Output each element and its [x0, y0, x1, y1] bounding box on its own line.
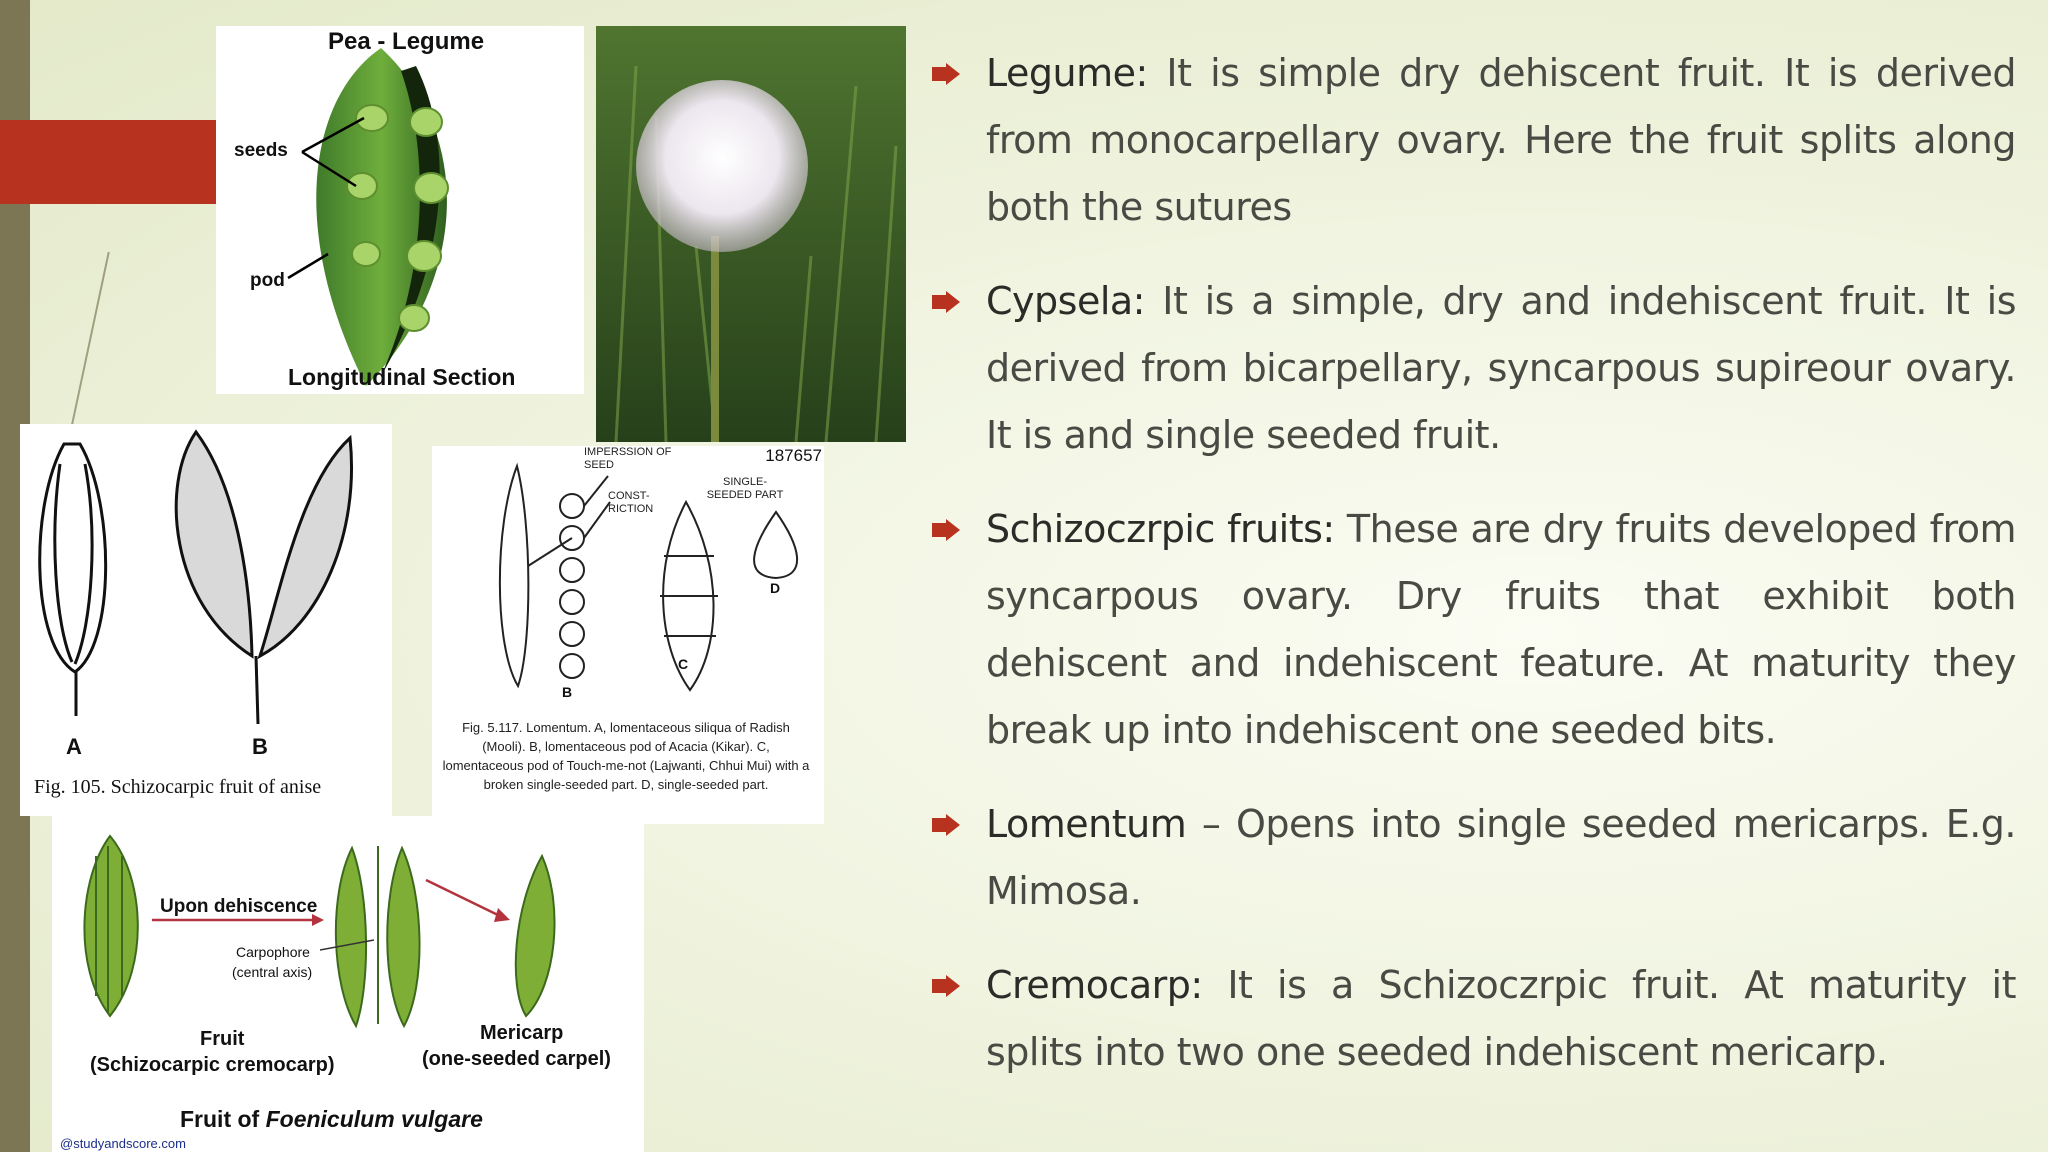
fennel-fruit-sub-label: (Schizocarpic cremocarp)	[90, 1054, 335, 1076]
pea-pod-illustration	[216, 26, 584, 394]
pea-title: Pea - Legume	[328, 28, 485, 55]
lomentum-single-label: SINGLE-SEEDED PART	[706, 476, 784, 501]
bullet-lomentum	[928, 791, 2016, 925]
bullet-text: It is a Schizoczrpic fruit. At maturity it splits into two one seeded indehiscent mericarp.	[986, 963, 2016, 1074]
dandelion-illustration	[596, 26, 906, 442]
fennel-caption-prefix: Fruit of	[180, 1106, 266, 1132]
pea-legume-figure	[216, 26, 584, 394]
pea-pod-label: pod	[250, 270, 285, 291]
anise-label-a: A	[66, 734, 82, 759]
dandelion-photo	[596, 26, 906, 442]
pea-seeds-label: seeds	[234, 140, 288, 161]
fennel-mericarp-sub-label: (one-seeded carpel)	[422, 1048, 611, 1070]
lomentum-label-c: C	[678, 656, 689, 672]
bullet-schizocarpic	[928, 496, 2016, 764]
lomentum-label-b: B	[562, 684, 573, 700]
bullet-text: It is a simple, dry and indehiscent fruit. It is derived from bicarpellary, syncarpous supireour ovary. It is and single seeded fruit.	[986, 279, 2016, 457]
bullet-term: Cremocarp:	[986, 963, 1203, 1007]
bullet-text: These are dry fruits developed from syncarpous ovary. Dry fruits that exhibit both dehiscent and indehiscent feature. At maturity they break up into indehiscent one seeded bits.	[986, 507, 2017, 752]
fruit-types-list	[928, 40, 2016, 1113]
bullet-term: Schizoczrpic fruits:	[986, 507, 1335, 551]
lomentum-number: 187657	[765, 446, 822, 465]
fennel-dehiscence-label: Upon dehiscence	[160, 896, 318, 917]
anise-label-b: B	[252, 734, 268, 759]
anise-caption: Fig. 105. Schizocarpic fruit of anise	[34, 776, 322, 798]
pea-caption: Longitudinal Section	[288, 364, 516, 390]
fennel-caption	[180, 1106, 483, 1133]
fennel-illustration	[52, 816, 644, 1152]
fennel-caption-species: Foeniculum vulgare	[265, 1106, 483, 1132]
decor-stem-line	[68, 252, 109, 438]
bullet-cypsela	[928, 268, 2016, 469]
fennel-mericarp-label: Mericarp	[480, 1022, 564, 1044]
fennel-axis-label: (central axis)	[232, 964, 313, 980]
anise-figure	[20, 424, 392, 816]
lomentum-caption: Fig. 5.117. Lomentum. A, lomentaceous siliqua of Radish (Mooli). B, lomentaceous pod of Acacia (Kikar). C, lomentaceous pod of Touch-me-not (Lajwanti, Chhui Mui) with a broken single-seeded part. D, single-seeded part.	[442, 720, 810, 792]
bullet-text: It is simple dry dehiscent fruit. It is derived from monocarpellary ovary. Here the fruit splits along both the sutures	[986, 51, 2016, 229]
lomentum-figure	[432, 446, 824, 824]
bullet-legume	[928, 40, 2016, 241]
fennel-fruit-label: Fruit	[200, 1028, 245, 1050]
bullet-term: Cypsela:	[986, 279, 1145, 323]
fennel-figure	[52, 816, 644, 1152]
fennel-credit: @studyandscore.com	[60, 1136, 186, 1151]
bullet-cremocarp	[928, 952, 2016, 1086]
lomentum-impression-label: IMPERSSION OF SEED	[584, 446, 672, 471]
bullet-text: – Opens into single seeded mericarps. E.g. Mimosa.	[986, 802, 2016, 913]
bullet-term: Lomentum	[986, 802, 1187, 846]
accent-bar	[0, 120, 218, 204]
bullet-term: Legume:	[986, 51, 1148, 95]
fennel-carpophore-label: Carpophore	[236, 944, 310, 960]
lomentum-constriction-label: CONST-RICTION	[608, 490, 654, 515]
lomentum-label-d: D	[770, 580, 781, 596]
